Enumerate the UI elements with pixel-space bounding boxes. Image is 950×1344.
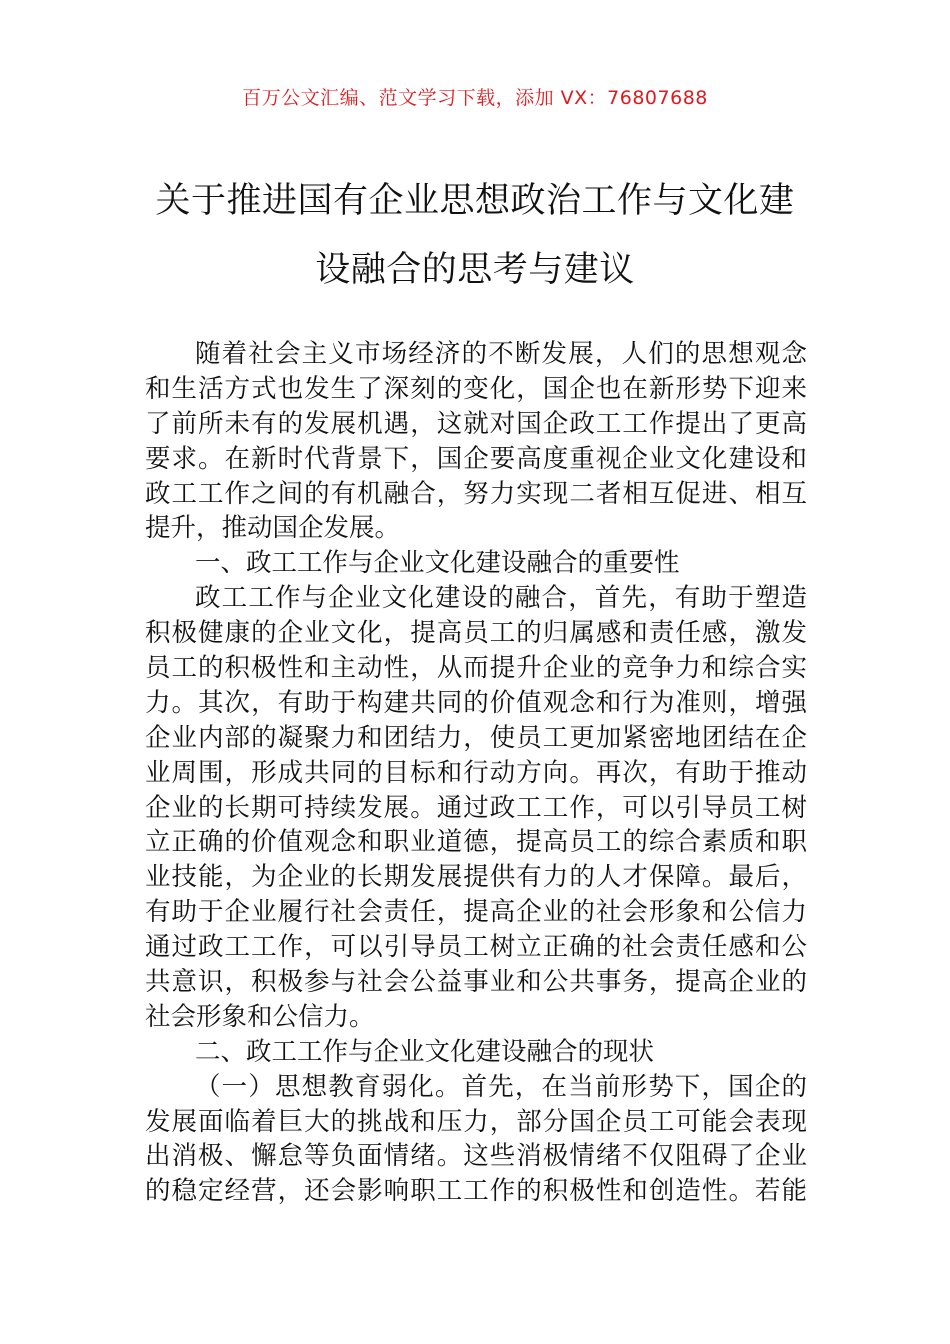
body-line: 通过政工工作，可以引导员工树立正确的社会责任感和公 bbox=[145, 932, 807, 963]
title-line-2: 设融合的思考与建议 bbox=[315, 250, 635, 290]
body-line: （一）思想教育弱化。首先，在当前形势下，国企的 bbox=[195, 1071, 807, 1102]
section-heading-1: 一、政工工作与企业文化建设融合的重要性 bbox=[195, 548, 680, 579]
document-body bbox=[145, 337, 807, 1209]
section-heading-2: 二、政工工作与企业文化建设融合的现状 bbox=[195, 1036, 655, 1067]
body-line: 随着社会主义市场经济的不断发展，人们的思想观念 bbox=[195, 339, 807, 369]
body-line: 提升，推动国企发展。 bbox=[145, 513, 401, 544]
body-line: 出消极、懈怠等负面情绪。这些消极情绪不仅阻碍了企业 bbox=[145, 1141, 807, 1172]
body-line: 共意识，积极参与社会公益事业和公共事务，提高企业的 bbox=[145, 967, 807, 998]
body-line: 业技能，为企业的长期发展提供有力的人才保障。最后， bbox=[145, 862, 807, 893]
body-line: 业周围，形成共同的目标和行动方向。再次，有助于推动 bbox=[145, 757, 807, 788]
body-line: 积极健康的企业文化，提高员工的归属感和责任感，激发 bbox=[145, 618, 807, 649]
body-line: 员工的积极性和主动性，从而提升企业的竞争力和综合实 bbox=[145, 653, 807, 684]
body-line: 和生活方式也发生了深刻的变化，国企也在新形势下迎来 bbox=[145, 373, 807, 404]
body-line: 企业内部的凝聚力和团结力，使员工更加紧密地团结在企 bbox=[145, 722, 807, 753]
body-line: 要求。在新时代背景下，国企要高度重视企业文化建设和 bbox=[145, 443, 807, 474]
body-line: 有助于企业履行社会责任，提高企业的社会形象和公信力 bbox=[145, 897, 807, 928]
body-line: 的稳定经营，还会影响职工工作的积极性和创造性。若能 bbox=[145, 1176, 807, 1207]
title-line-1: 关于推进国有企业思想政治工作与文化建 bbox=[155, 181, 795, 221]
watermark-banner: 百万公文汇编、范文学习下载，添加 VX：76807688 bbox=[242, 87, 708, 109]
body-line: 政工工作之间的有机融合，努力实现二者相互促进、相互 bbox=[145, 478, 807, 509]
body-line: 政工工作与企业文化建设的融合，首先，有助于塑造 bbox=[195, 583, 807, 614]
body-line: 发展面临着巨大的挑战和压力，部分国企员工可能会表现 bbox=[145, 1106, 807, 1137]
body-line: 力。其次，有助于构建共同的价值观念和行为准则，增强 bbox=[145, 687, 807, 718]
body-line: 了前所未有的发展机遇，这就对国企政工工作提出了更高 bbox=[145, 408, 807, 439]
body-line: 社会形象和公信力。 bbox=[145, 1001, 375, 1032]
body-line: 立正确的价值观念和职业道德，提高员工的综合素质和职 bbox=[145, 827, 807, 858]
body-line: 企业的长期可持续发展。通过政工工作，可以引导员工树 bbox=[145, 792, 807, 823]
